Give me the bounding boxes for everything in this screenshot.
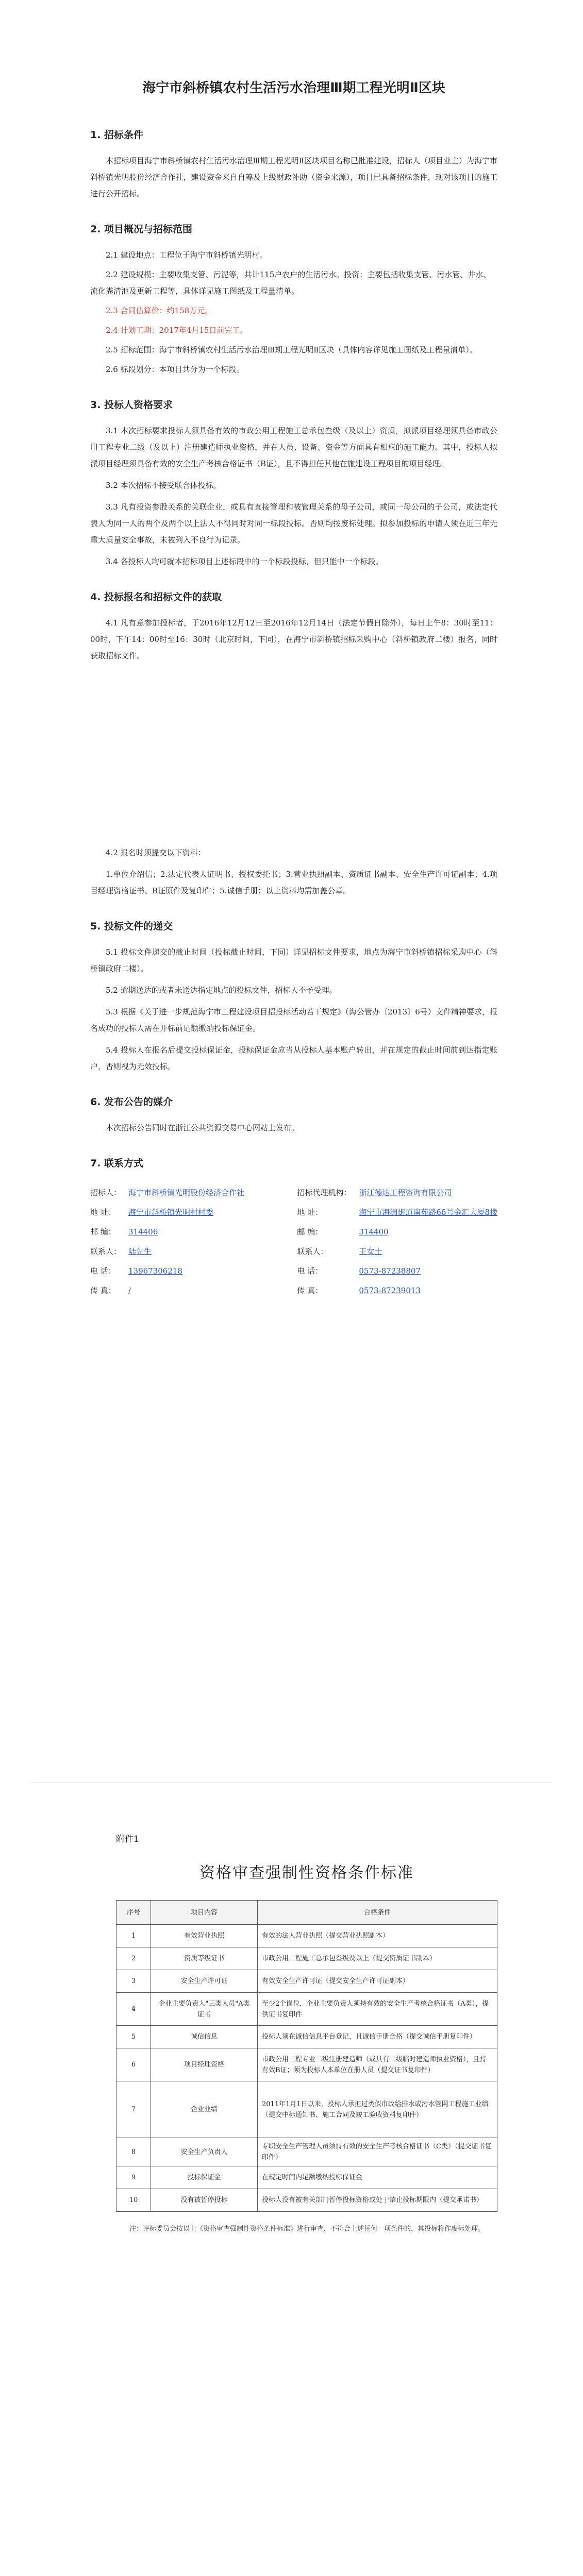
contact-label: 邮 编：	[297, 1227, 323, 1236]
contact-label: 联系人：	[297, 1247, 328, 1256]
table-cell: 6	[116, 2048, 151, 2081]
contact-right	[297, 1181, 497, 1302]
annex-note: 注：评标委员会按以上《资格审查强制性资格条件标准》进行审查，不符合上述任何一项条件的，其投标将作废标处理。	[129, 2225, 485, 2233]
contact-label: 传 真：	[297, 1286, 323, 1295]
section-heading: 4. 投标报名和招标文件的获取	[90, 591, 222, 603]
table-cell: 有效安全生产许可证（提交安全生产许可证副本）	[258, 1970, 497, 1993]
contact-value: 0573-87239013	[359, 1286, 421, 1295]
section-heading: 7. 联系方式	[90, 1158, 144, 1169]
annex-section	[116, 1832, 497, 2235]
paragraph: 本招标项目海宁市斜桥镇农村生活污水治理Ⅲ期工程光明Ⅱ区块项目名称已批准建设，招标人（项目业主）为海宁市斜桥镇光明股份经济合作社，建设资金来自自筹及上级财政补助（资金来源），项目已具备招标条件，现对该项目的施工进行公开招标。	[90, 156, 497, 198]
contact-info	[90, 1181, 497, 1302]
paragraph: 3.2 本次招标不接受联合体投标。	[106, 481, 221, 490]
table-cell: 企业主要负责人"三类人员"A类证书	[151, 1993, 258, 2026]
table-cell: 1	[116, 1925, 151, 1947]
annex-label: 附件1	[116, 1834, 139, 1844]
contact-value: 0573-87238807	[359, 1266, 421, 1276]
table-cell: 8	[116, 2138, 151, 2166]
contact-value: 陆先生	[128, 1247, 152, 1256]
table-cell: 在规定时间内足额缴纳投标保证金	[258, 2166, 497, 2189]
paragraph: 本次招标公告同时在浙江公共资源交易中心网站上发布。	[106, 1123, 299, 1132]
table-cell: 安全生产许可证	[151, 1970, 258, 1993]
contact-row	[297, 1185, 497, 1200]
table-row	[116, 1925, 497, 1947]
table-cell: 2	[116, 1947, 151, 1970]
paragraph: 5.2 逾期送达的或者未送达指定地点的投标文件，招标人不予受理。	[106, 986, 337, 995]
table-cell: 诚信信息	[151, 2026, 258, 2048]
contact-row	[90, 1283, 276, 1298]
list-item: 2.3 合同估算价：约158万元。	[106, 306, 213, 315]
table-row	[116, 1970, 497, 1993]
section-heading: 3. 投标人资格要求	[90, 399, 173, 411]
table-cell: 安全生产负责人	[151, 2138, 258, 2166]
table-row	[116, 2189, 497, 2212]
contact-value: 314406	[128, 1227, 158, 1236]
contact-label: 邮 编：	[90, 1227, 116, 1236]
paragraph: 4.2 报名时须提交以下资料：	[106, 848, 206, 857]
contact-row	[297, 1244, 497, 1259]
table-header-row	[116, 1901, 497, 1925]
table-row	[116, 2138, 497, 2166]
list-item: 2.1 建设地点：工程位于海宁市斜桥镇光明村。	[106, 250, 268, 260]
table-row	[116, 2048, 497, 2081]
column-header: 序号	[116, 1901, 151, 1925]
table-cell: 市政公用工程专业二级注册建造师（或具有二级临时建造师执业资格），且持有效B证；须为投标人本单位在册人员（提交证书复印件）	[258, 2048, 497, 2081]
contact-row	[90, 1205, 276, 1220]
contact-label: 电 话：	[90, 1266, 116, 1276]
announcement-document	[90, 77, 497, 1302]
list-item: 2.5 招标范围：海宁市斜桥镇农村生活污水治理Ⅲ期工程光明Ⅱ区块（具体内容详见施工图纸及工程量清单）。	[106, 345, 477, 354]
section-heading: 5. 投标文件的递交	[90, 921, 173, 932]
section-heading: 1. 招标条件	[90, 129, 144, 141]
contact-label: 地 址：	[90, 1208, 116, 1217]
table-row	[116, 2026, 497, 2048]
table-cell: 有效营业执照	[151, 1925, 258, 1947]
contact-label: 招标人：	[90, 1188, 122, 1197]
contact-value: 海宁市斜桥镇光明股份经济合作社	[128, 1188, 245, 1197]
contact-row	[297, 1283, 497, 1298]
contact-row	[297, 1205, 497, 1220]
contact-value: 王女士	[359, 1247, 382, 1256]
table-cell: 没有被暂停投标	[151, 2189, 258, 2212]
table-cell: 投标人须在诚信信息平台登记，且诚信手册合格（提交诚信手册复印件）	[258, 2026, 497, 2048]
section-heading: 6. 发布公告的媒介	[90, 1096, 173, 1108]
table-cell: 7	[116, 2081, 151, 2138]
column-header: 项目内容	[151, 1901, 258, 1925]
table-cell: 4	[116, 1993, 151, 2026]
contact-label: 联系人：	[90, 1247, 122, 1256]
paragraph: 3.3 凡有投资参股关系的关联企业，或具有直接管理和被管理关系的母子公司，或同一母公司的子公司，或法定代表人为同一人的两个及两个以上法人不得同时对同一标段投标。否则均按废标处理。拟参加投标的申请人须在近三年无重大质量安全事故，未被列入不良行为记录。	[90, 502, 497, 545]
table-cell: 5	[116, 2026, 151, 2048]
contact-left	[90, 1181, 276, 1302]
contact-row	[90, 1263, 276, 1279]
qualification-table	[116, 1900, 497, 2212]
contact-row	[297, 1224, 497, 1240]
table-row	[116, 1947, 497, 1970]
contact-row	[90, 1244, 276, 1259]
contact-label: 招标代理机构：	[297, 1188, 352, 1197]
table-cell: 市政公用工程施工总承包叁级及以上（提交资质证书副本）	[258, 1947, 497, 1970]
contact-label: 传 真：	[90, 1286, 116, 1295]
list-item: 2.6 标段划分：本项目共分为一个标段。	[106, 365, 244, 374]
paragraph: 1.单位介绍信；2.法定代表人证明书、授权委托书；3.营业执照副本、资质证书副本、安全生产许可证副本；4.项目经理资格证书、B证原件及复印件；5.诚信手册；以上资料均需加盖公章。	[90, 870, 497, 895]
column-header: 合格条件	[258, 1901, 497, 1925]
table-cell: 9	[116, 2166, 151, 2189]
table-row	[116, 2166, 497, 2189]
paragraph: 3.1 本次招标要求投标人须具备有效的市政公用工程施工总承包叁级（及以上）资质，拟派项目经理须具备市政公用工程专业二级（及以上）注册建造师执业资格，并在人员、设备、资金等方面具有相应的施工能力。其中，投标人拟派项目经理须具备有效的安全生产考核合格证书（B证），且不得担任其他在施建设工程项目的项目经理。	[90, 426, 497, 468]
table-cell: 资质等级证书	[151, 1947, 258, 1970]
contact-value: 13967306218	[128, 1266, 182, 1276]
table-cell: 有效的法人营业执照（提交营业执照副本）	[258, 1925, 497, 1947]
contact-row	[90, 1185, 276, 1200]
contact-value: 314400	[359, 1227, 389, 1236]
table-row	[116, 2081, 497, 2138]
table-cell: 10	[116, 2189, 151, 2212]
contact-row	[90, 1224, 276, 1240]
table-cell: 投标保证金	[151, 2166, 258, 2189]
contact-label: 电 话：	[297, 1266, 323, 1276]
table-cell: 至少2个岗位，企业主要负责人须持有效的安全生产考核合格证书（A类），提供证书复印件	[258, 1993, 497, 2026]
table-row	[116, 1993, 497, 2026]
contact-value: 海宁市斜桥镇光明村村委	[128, 1208, 214, 1217]
contact-label: 地 址：	[297, 1208, 323, 1217]
table-cell: 3	[116, 1970, 151, 1993]
blank-space	[90, 669, 497, 839]
contact-value: 海宁市海洲街道南苑路66号金汇大厦8楼	[359, 1208, 497, 1217]
table-cell: 投标人没有被有关部门暂停投标资格或处于禁止投标期限内（提交承诺书）	[258, 2189, 497, 2212]
contact-value: 浙江德达工程咨询有限公司	[359, 1188, 452, 1197]
contact-value: /	[128, 1286, 131, 1295]
table-cell: 项目经理资格	[151, 2048, 258, 2081]
contact-row	[297, 1263, 497, 1279]
annex-title: 资格审查强制性资格条件标准	[199, 1864, 414, 1882]
section-heading: 2. 项目概况与招标范围	[90, 224, 193, 235]
table-cell: 2011年1月1日以来，投标人承担过类似市政给排水或污水管网工程施工业绩（提交中标通知书、施工合同及竣工验收资料复印件）	[258, 2081, 497, 2138]
paragraph: 5.4 投标人在报名后提交投标保证金，投标保证金应当从投标人基本账户转出，并在规定的截止时间前到达指定账户，否则视为无效投标。	[90, 1045, 497, 1071]
paragraph: 3.4 各投标人均可就本招标项目上述标段中的一个标段投标，但只能中一个标段。	[106, 557, 384, 566]
paragraph: 5.3 根据《关于进一步规范海宁市工程建设项目招投标活动若干规定》（海公管办〔2013〕6号）文件精神要求，报名成功的投标人需在开标前足额缴纳投标保证金。	[90, 1007, 497, 1033]
paragraph: 5.1 投标文件递交的截止时间（投标截止时间，下同）详见招标文件要求，地点为海宁市斜桥镇招标采购中心（斜桥镇政府二楼）。	[90, 947, 497, 973]
table-body	[116, 1925, 497, 2212]
list-item: 2.4 计划工期：2017年4月15日前完工。	[106, 326, 248, 335]
table-cell: 企业业绩	[151, 2081, 258, 2138]
table-cell: 专职安全生产管理人员须持有效的安全生产考核合格证书（C类）（提交证书复印件）	[258, 2138, 497, 2166]
list-item: 2.2 建设规模：主要收集支管、污泥等，共计115户农户的生活污水。投资：主要包括收集支管、污水管、井水、流化粪清池及更新工程等，具体详见施工图纸及工程量清单。	[90, 270, 491, 296]
paragraph: 4.1 凡有意参加投标者，于2016年12月12日至2016年12月14日（法定节假日除外），每日上午8：30时至11：00时，下午14：00时至16：30时（北京时间，下同），在海宁市斜桥镇招标采购中心（斜桥镇政府二楼）报名，同时获取招标文件。	[90, 618, 497, 660]
page-title: 海宁市斜桥镇农村生活污水治理Ⅲ期工程光明Ⅱ区块	[142, 80, 445, 96]
